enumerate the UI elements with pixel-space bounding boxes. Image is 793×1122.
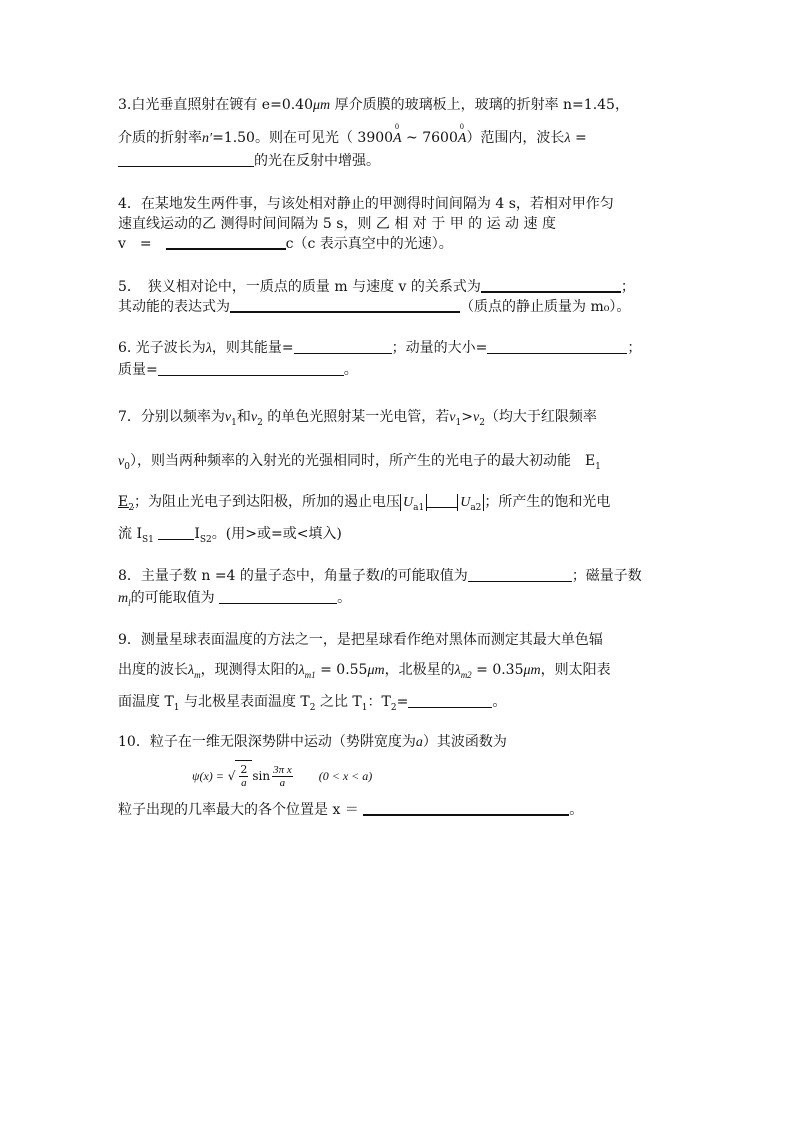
q7-line1: 7．分别以频率为$\nu_1$和$\nu_2$ 的单色光照射某一光电管，若$\nu_1>\nu_2$（均大于红限频率 <box>118 409 597 428</box>
q10-answer-blank[interactable] <box>363 802 569 816</box>
q7-voltage-blank[interactable] <box>427 495 457 508</box>
q6-momentum-blank[interactable] <box>487 341 627 354</box>
q5-mass-blank[interactable] <box>481 279 621 293</box>
q6-mass-blank[interactable] <box>158 363 344 376</box>
q7-line2: $\nu_0$），则当两种频率的入射光的光强相同时，所产生的光电子的最大初动能 $E_1$ <box>118 453 601 472</box>
q4-line3: v = c（c 表示真空中的光速）。 <box>118 236 453 252</box>
q3-line3: 的光在反射中增强。 <box>118 151 380 171</box>
q8-line1: 8．主量子数 n =4 的量子态中，角量子数l的可能取值为 ；磁量子数 <box>118 568 642 584</box>
q9-line3: 面温度 $T_1$ 与北极星表面温度 $T_2$ 之比 $T_1$：$T_2=$ 。 <box>118 694 507 713</box>
q9-line2: 出度的波长$\lambda_m$，现测得太阳的$\lambda_{m1} = 0.55\mu m$，北极星的$\lambda_{m2} = 0.35\mu m$，则太阳表 <box>118 662 611 680</box>
q8-line2: $m_l$的可能取值为 。 <box>118 590 352 608</box>
q3-answer-blank[interactable] <box>118 154 254 167</box>
q10-wavefunction: ψ(x) = √ $\frac{2}{a}$ sin $\frac{\text{3π x}}{a}$ (0 < x < a) <box>192 760 372 791</box>
q3-line2: 介质的折射率n′=1.50。则在可见光（ 39000 A ~ 76000 A）范围内，波长λ = <box>118 128 587 149</box>
q9-line1: 9．测量星球表面温度的方法之一，是把星球看作绝对黑体而测定其最大单色辐 <box>118 632 603 648</box>
q5-line1: 5． 狭义相对论中，一质点的质量 m 与速度 v 的关系式为 ； <box>118 279 635 295</box>
q7-current-blank[interactable] <box>158 527 194 540</box>
q4-line1: 4．在某地发生两件事，与该处相对静止的甲测得时间间隔为 4 s，若相对甲作匀 <box>118 196 614 212</box>
q8-l-blank[interactable] <box>468 569 572 582</box>
q6-energy-blank[interactable] <box>294 341 392 354</box>
q4-line2: 速直线运动的乙 测得时间间隔为 5 s，则 乙 相 对 于 甲 的 运 动 速 度 <box>118 216 556 232</box>
q6-line2: 质量= 。 <box>118 362 358 378</box>
q5-line2: 其动能的表达式为 （质点的静止质量为 m₀）。 <box>118 299 631 315</box>
q4-answer-blank[interactable] <box>166 236 286 250</box>
q10-line1: 10．粒子在一维无限深势阱中运动（势阱宽度为a）其波函数为 <box>118 734 507 750</box>
q7-line4: 流 $I_{S1}$ $I_{S2}$。(用>或=或<填入) <box>118 526 342 545</box>
q3-line1: 3.白光垂直照射在镀有 e=0.40μm 厚介质膜的玻璃板上，玻璃的折射率 n=1.45， <box>118 97 629 113</box>
q10-line3: 粒子出现的几率最大的各个位置是 x ＝ 。 <box>118 802 584 818</box>
q8-m-blank[interactable] <box>219 591 337 604</box>
q7-line3: $E_2$；为阻止光电子到达阳极，所加的遏止电压 $U_{a1}$ $U_{a2}$ ；所产生的饱和光电 <box>118 494 611 513</box>
q6-line1: 6. 光子波长为λ，则其能量= ；动量的大小= ； <box>118 340 642 356</box>
q5-energy-blank[interactable] <box>230 299 460 313</box>
q9-ratio-blank[interactable] <box>408 695 492 708</box>
